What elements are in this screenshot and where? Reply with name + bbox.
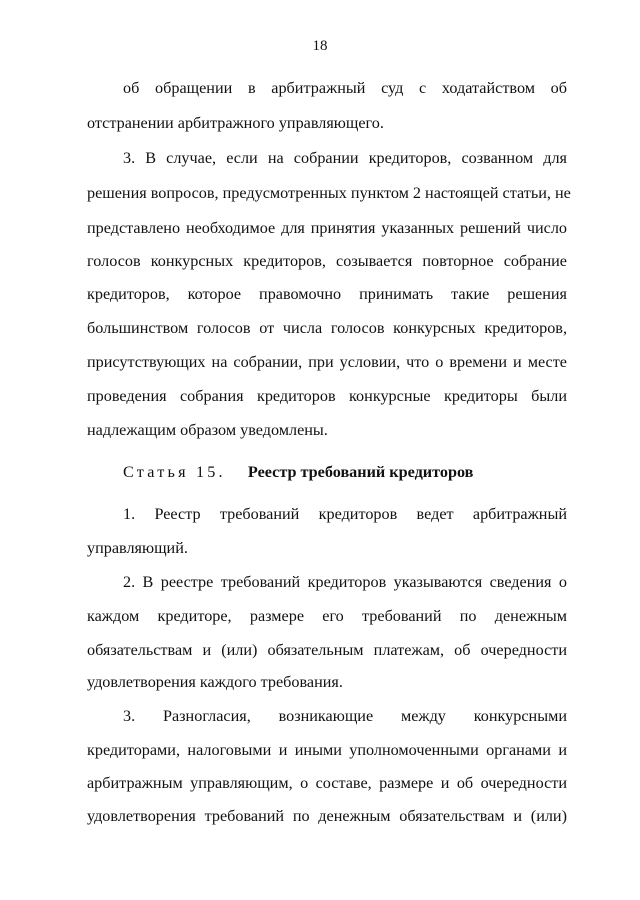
paragraph-line: кредиторов, которое правомочно принимать такие решения bbox=[87, 285, 567, 303]
paragraph-line: большинством голосов от числа голосов конкурсных кредиторов, bbox=[87, 319, 567, 337]
paragraph-line: управляющий. bbox=[87, 539, 188, 557]
paragraph-line: присутствующих на собрании, при условии, что о времени и месте bbox=[87, 353, 567, 371]
paragraph-line: 1. Реестр требований кредиторов ведет арбитражный bbox=[123, 505, 567, 523]
paragraph-line: 3. В случае, если на собрании кредиторов, созванном для bbox=[123, 149, 567, 167]
paragraph-line: удовлетворения каждого требования. bbox=[87, 673, 343, 691]
paragraph-line: голосов конкурсных кредиторов, созывается повторное собрание bbox=[87, 252, 567, 270]
paragraph-line: кредиторами, налоговыми и иными уполномоченными органами и bbox=[87, 741, 567, 759]
paragraph-line: обязательствам и (или) обязательным платежам, об очередности bbox=[87, 641, 567, 659]
paragraph-line: арбитражным управляющим, о составе, размере и об очередности bbox=[87, 774, 567, 792]
paragraph-line: 2. В реестре требований кредиторов указываются сведения о bbox=[123, 573, 567, 591]
paragraph-line: надлежащим образом уведомлены. bbox=[87, 421, 328, 439]
article-heading bbox=[123, 462, 473, 482]
article-label: Статья 15. bbox=[123, 463, 226, 481]
paragraph-line: проведения собрания кредиторов конкурсные кредиторы были bbox=[87, 387, 567, 405]
paragraph-line: представлено необходимое для принятия указанных решений число bbox=[87, 219, 567, 237]
page-number: 18 bbox=[312, 38, 328, 54]
paragraph-line: решения вопросов, предусмотренных пунктом 2 настоящей статьи, не bbox=[87, 184, 571, 202]
article-title: Реестр требований кредиторов bbox=[247, 463, 474, 481]
paragraph-line: удовлетворения требований по денежным обязательствам и (или) bbox=[87, 807, 567, 825]
paragraph-line: 3. Разногласия, возникающие между конкурсными bbox=[123, 707, 567, 725]
paragraph-line: отстранении арбитражного управляющего. bbox=[87, 114, 384, 132]
paragraph-line: каждом кредиторе, размере его требований по денежным bbox=[87, 607, 567, 625]
paragraph-line: об обращении в арбитражный суд с ходатайством об bbox=[123, 79, 567, 97]
